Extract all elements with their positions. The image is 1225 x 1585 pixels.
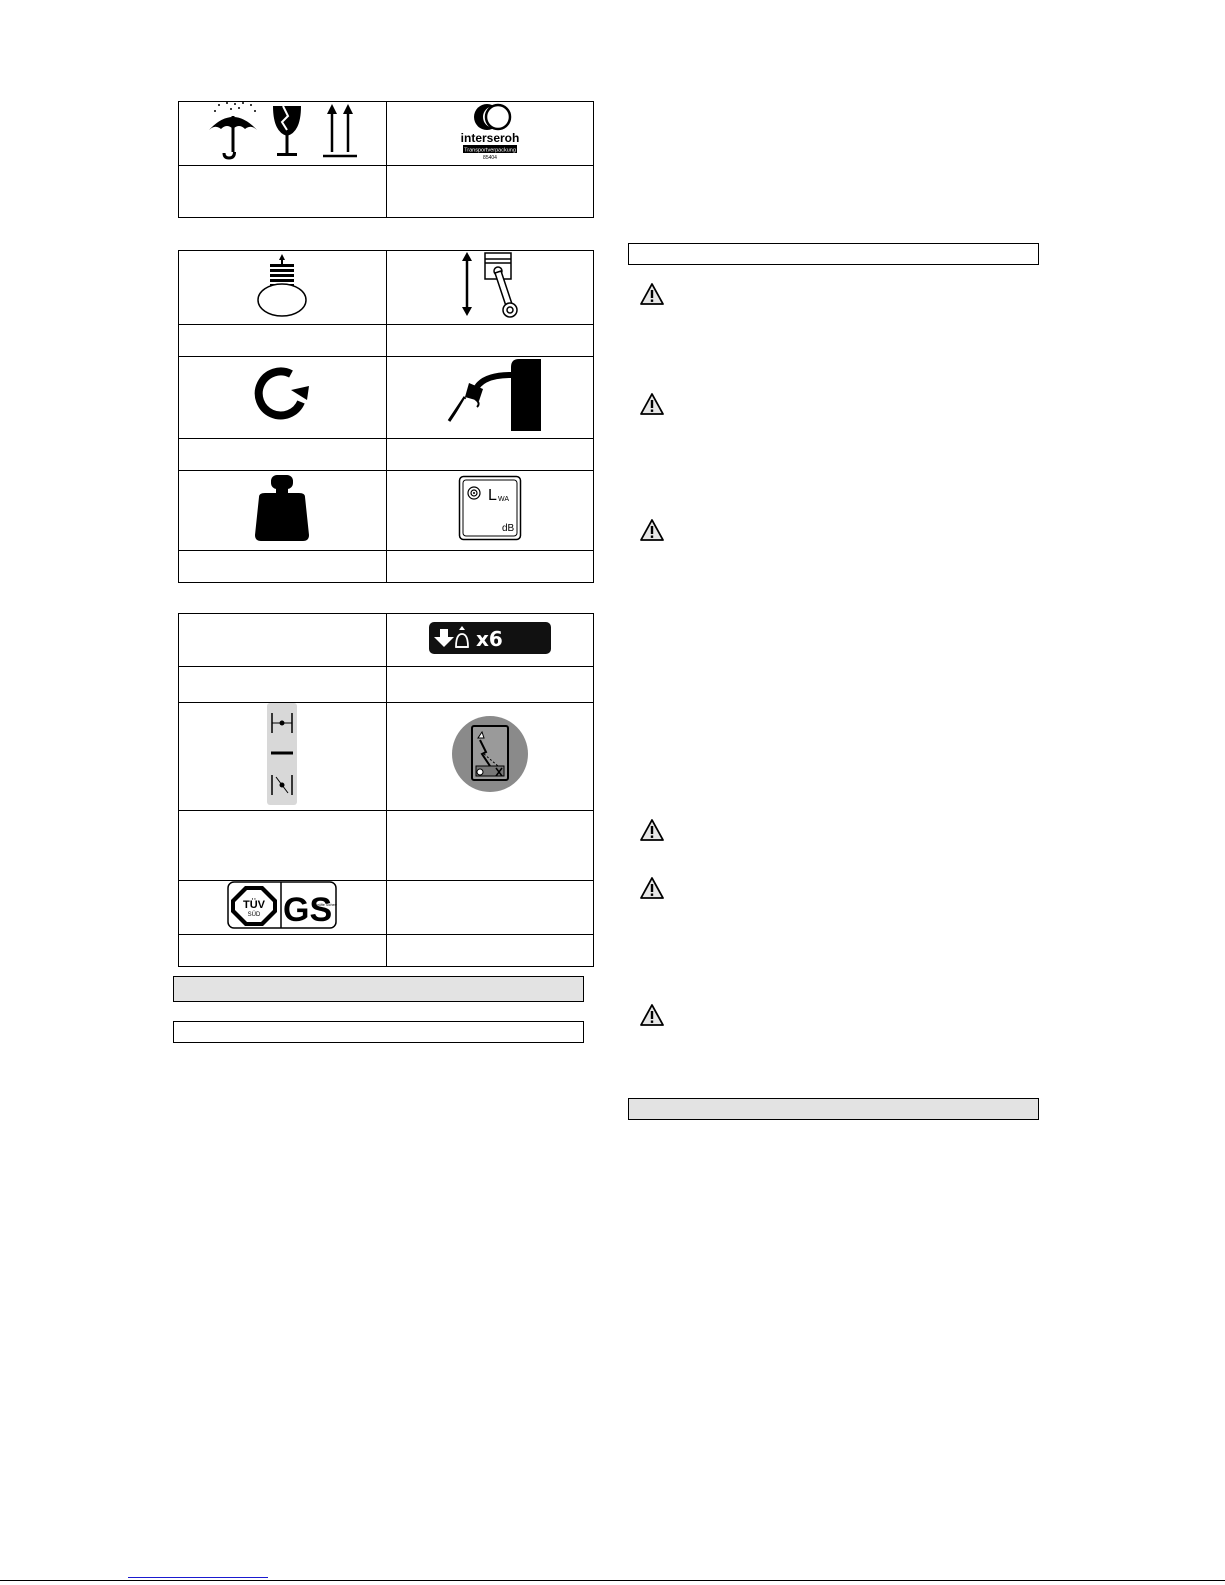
spark-plug-icon [254, 252, 310, 318]
protective-equipment-cell [386, 703, 594, 811]
displacement-caption [386, 325, 594, 357]
certification-cell [179, 881, 387, 935]
interseroh-logo-cell [386, 102, 594, 166]
warning-triangle-icon [639, 818, 665, 842]
certification-caption-right-2 [386, 935, 594, 967]
subsection-heading-bar-left [173, 1021, 584, 1043]
weight-icon [251, 473, 313, 543]
footer-link-underline[interactable] [128, 1577, 268, 1578]
certification-caption-left [179, 935, 387, 967]
section-heading-bar-left [173, 976, 584, 1002]
displacement-cell [386, 251, 594, 325]
rotation-cell [179, 357, 387, 439]
umbrella-icon [205, 102, 261, 160]
lwa-unit: dB [501, 523, 514, 534]
piston-displacement-icon [455, 251, 525, 319]
weight-cell [179, 471, 387, 551]
certification-caption-right [386, 881, 594, 935]
empty-cell [179, 614, 387, 667]
sound-power-cell [386, 471, 594, 551]
weight-caption [179, 551, 387, 583]
spark-plug-caption [179, 325, 387, 357]
interseroh-number: 85404 [482, 155, 497, 160]
interseroh-logo [445, 102, 535, 160]
fuel-cell [386, 357, 594, 439]
fuel-tank-icon [435, 357, 545, 433]
interseroh-name: interseroh [460, 131, 520, 145]
primer-count: x6 [475, 626, 503, 651]
page-bottom-rule [0, 1580, 1225, 1581]
warning-triangle-icon [639, 1003, 665, 1027]
primer-cell [386, 614, 594, 667]
empty-caption [179, 667, 387, 703]
interseroh-sub: Transportverpackung [463, 147, 516, 154]
warning-triangle-icon [639, 518, 665, 542]
primer-bulb-icon [428, 621, 552, 655]
choke-cell [179, 703, 387, 811]
gs-sub-text: geprüfte Sicherh [312, 903, 338, 907]
choke-caption [179, 811, 387, 881]
tuv-text: TÜV [243, 899, 266, 911]
subsection-heading-bar-right [628, 243, 1039, 265]
lwa-sub: WA [497, 496, 509, 503]
fragile-glass-icon [269, 102, 305, 160]
packaging-icons-cell [179, 102, 387, 166]
section-heading-bar-right [628, 1098, 1039, 1120]
packaging-caption-right [386, 166, 594, 218]
tuv-gs-certification-logo [227, 881, 337, 929]
lwa-main: L [487, 487, 497, 504]
wear-protective-equipment-icon [450, 714, 530, 794]
warning-triangle-icon [639, 392, 665, 416]
packaging-caption-left [179, 166, 387, 218]
primer-caption [386, 667, 594, 703]
gs-text: GS [283, 891, 333, 929]
packaging-symbols-table [178, 101, 594, 218]
warning-triangle-icon [639, 876, 665, 900]
spec-symbols-table [178, 250, 594, 583]
protective-equipment-caption [386, 811, 594, 881]
this-way-up-icon [320, 102, 360, 160]
fuel-caption [386, 439, 594, 471]
operation-symbols-table [178, 613, 594, 967]
tuv-sub-text: SÜD [247, 912, 261, 918]
warning-triangle-icon [639, 282, 665, 306]
rotation-speed-icon [247, 360, 317, 430]
sound-power-lwa-icon [458, 475, 522, 541]
rotation-caption [179, 439, 387, 471]
choke-lever-icon [267, 703, 297, 805]
spark-plug-cell [179, 251, 387, 325]
sound-power-caption [386, 551, 594, 583]
